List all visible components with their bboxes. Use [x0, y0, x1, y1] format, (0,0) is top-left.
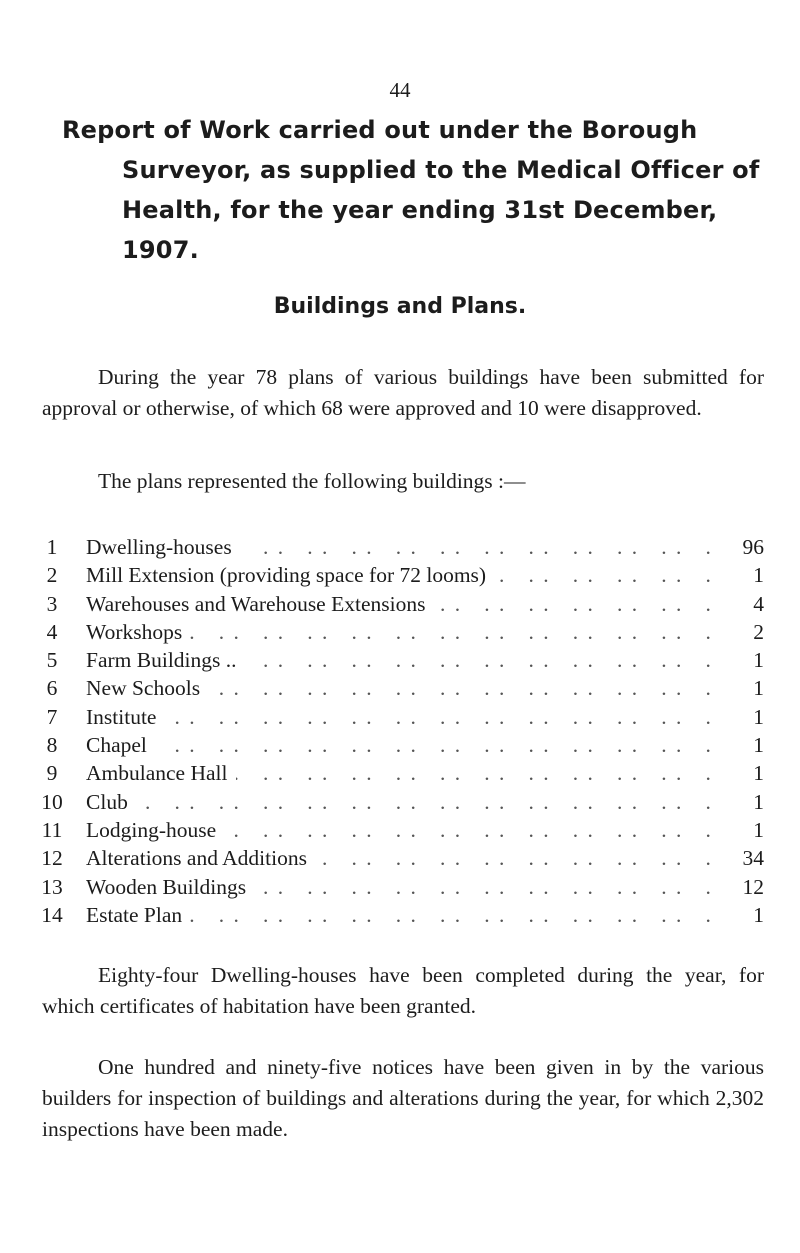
item-number: 6 — [46, 676, 58, 701]
item-number: 11 — [41, 817, 63, 842]
leader-dots — [86, 703, 712, 731]
report-title: Report of Work carried out under the Borough Surveyor, as supplied to the Medical Officer of Health, for the year ending 31st December, 1907. — [62, 116, 760, 264]
item-count: 1 — [753, 789, 764, 814]
item-name: Institute — [86, 703, 164, 731]
item-count: 1 — [753, 733, 764, 758]
item-number: 4 — [46, 619, 58, 644]
item-number: 12 — [41, 846, 63, 871]
item-count: 1 — [753, 704, 764, 729]
completed-houses-paragraph: Eighty-four Dwelling-houses have been completed during the year, for which certificates of habitation have been granted. — [42, 963, 764, 1018]
item-count: 12 — [742, 874, 764, 899]
list-item — [0, 901, 800, 929]
list-item — [0, 731, 800, 759]
buildings-intro-paragraph: The plans represented the following buildings :— — [98, 469, 526, 493]
list-item — [0, 873, 800, 901]
section-heading: Buildings and Plans. — [273, 294, 527, 319]
inspections-paragraph: One hundred and ninety-five notices have been given in by the various builders for inspection of buildings and alterations during the year, for which 2,302 inspections have been made. — [42, 1055, 764, 1141]
item-name: Mill Extension (providing space for 72 looms) — [86, 561, 494, 589]
list-item — [0, 618, 800, 646]
item-count: 96 — [742, 535, 764, 559]
item-name: New Schools — [86, 674, 208, 702]
item-count: 2 — [753, 619, 764, 644]
item-count: 1 — [753, 761, 764, 786]
item-count: 34 — [742, 846, 764, 871]
list-item — [0, 533, 800, 561]
item-number: 5 — [46, 648, 58, 673]
item-name: Dwelling-houses — [86, 533, 240, 561]
item-number: 1 — [46, 535, 58, 559]
list-item — [0, 844, 800, 872]
list-item — [0, 816, 800, 844]
list-item — [0, 674, 800, 702]
item-number: 2 — [46, 563, 58, 588]
item-name: Club — [86, 788, 136, 816]
buildings-list — [0, 533, 800, 929]
item-name: Ambulance Hall — [86, 759, 236, 787]
item-count: 1 — [753, 648, 764, 673]
item-name: Farm Buildings .. — [86, 646, 245, 674]
item-count: 1 — [753, 817, 764, 842]
item-number: 3 — [46, 591, 58, 616]
item-number: 7 — [46, 704, 58, 729]
leader-dots — [86, 731, 712, 759]
item-number: 8 — [46, 733, 58, 758]
item-name: Wooden Buildings — [86, 873, 254, 901]
item-number: 9 — [46, 761, 58, 786]
plans-summary-paragraph: During the year 78 plans of various buildings have been submitted for approval or otherwise, of which 68 were approved and 10 were disapproved. — [42, 365, 764, 420]
list-item — [0, 590, 800, 618]
item-number: 10 — [41, 789, 63, 814]
page-number: 44 — [389, 78, 411, 102]
item-number: 14 — [41, 902, 63, 927]
item-count: 1 — [753, 563, 764, 588]
item-name: Chapel — [86, 731, 155, 759]
item-count: 1 — [753, 902, 764, 927]
item-name: Estate Plan — [86, 901, 190, 929]
list-item — [0, 759, 800, 787]
list-item — [0, 703, 800, 731]
item-name: Workshops — [86, 618, 190, 646]
list-item — [0, 646, 800, 674]
leader-dots — [86, 788, 712, 816]
item-number: 13 — [41, 874, 63, 899]
item-count: 4 — [753, 591, 764, 616]
item-name: Warehouses and Warehouse Extensions — [86, 590, 433, 618]
item-name: Lodging-house — [86, 816, 224, 844]
list-item — [0, 561, 800, 589]
item-name: Alterations and Additions — [86, 844, 315, 872]
item-count: 1 — [753, 676, 764, 701]
list-item — [0, 788, 800, 816]
